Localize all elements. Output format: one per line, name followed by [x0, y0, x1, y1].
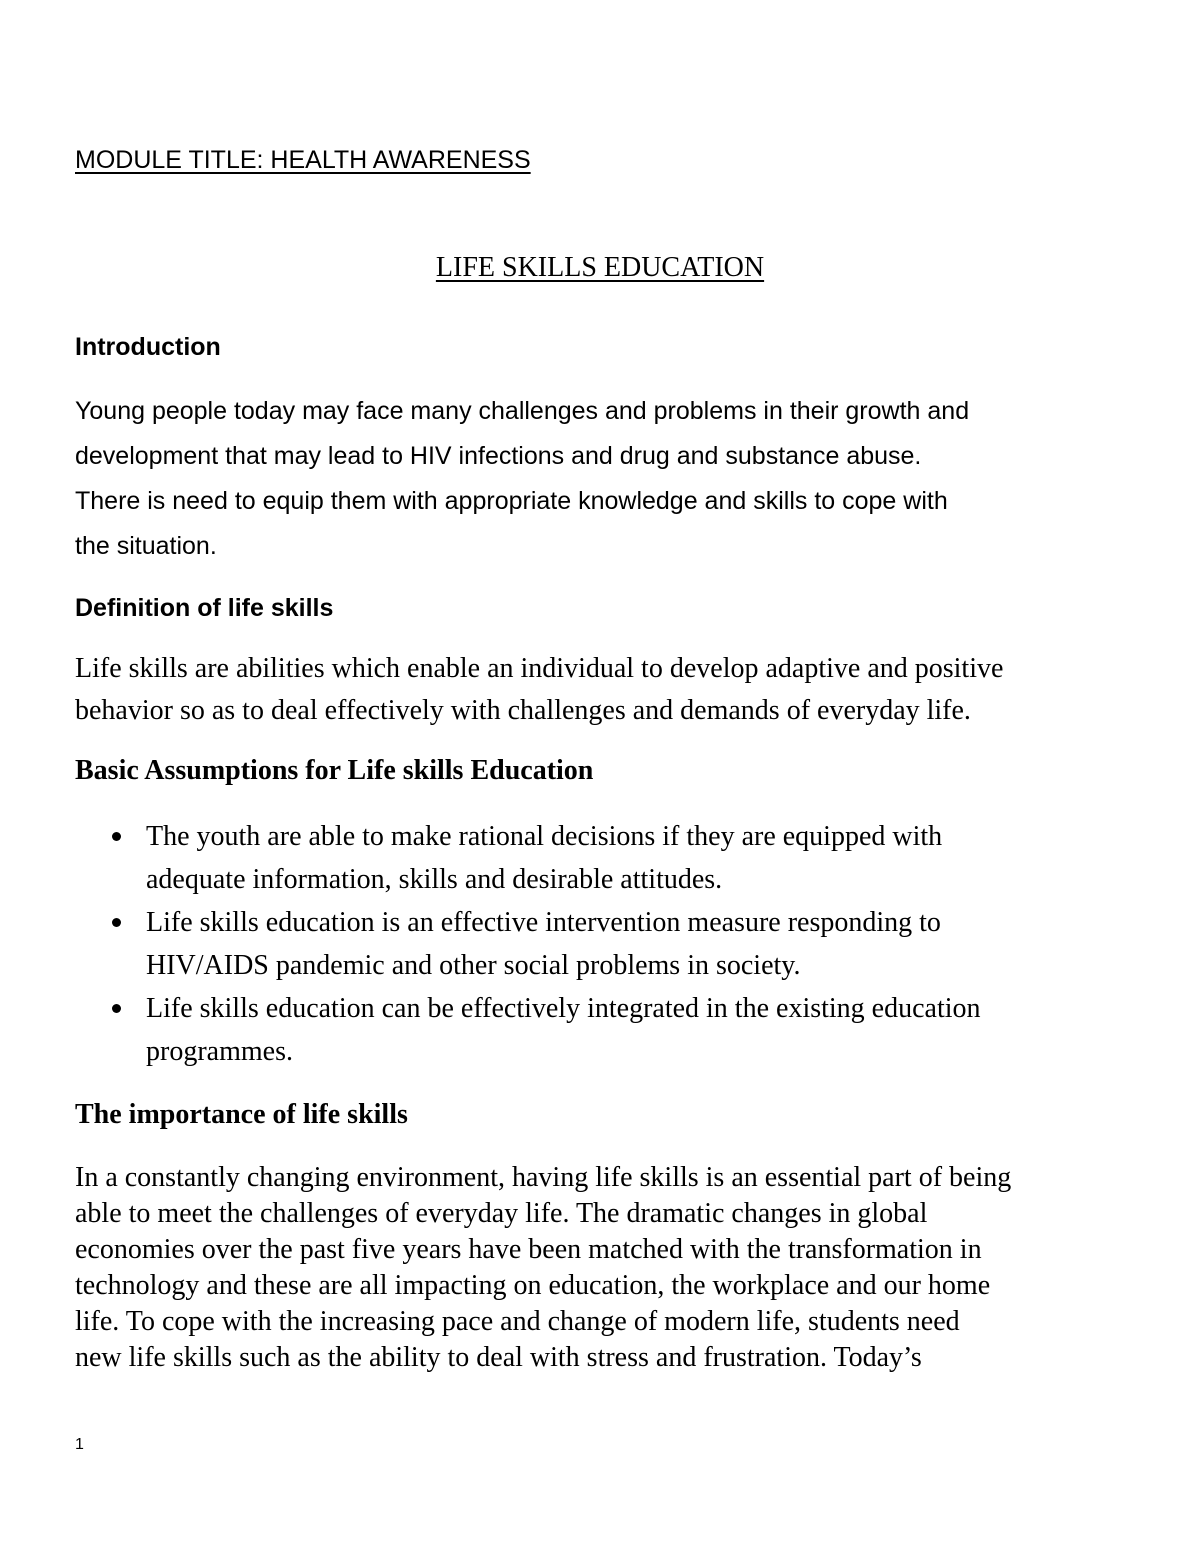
introduction-paragraph	[75, 389, 1135, 569]
paragraph-line: life. To cope with the increasing pace and change of modern life, students need	[75, 1306, 960, 1337]
paragraph-line: Young people today may face many challenges and problems in their growth and	[75, 397, 970, 425]
paragraph-line: behavior so as to deal effectively with challenges and demands of everyday life.	[75, 695, 971, 726]
paragraph-line: technology and these are all impacting on education, the workplace and our home	[75, 1270, 991, 1301]
bullet-icon	[112, 1004, 121, 1013]
importance-heading: The importance of life skills	[75, 1099, 408, 1130]
list-item-line: Life skills education is an effective intervention measure responding to	[146, 907, 941, 938]
definition-heading: Definition of life skills	[75, 594, 334, 622]
document-title: LIFE SKILLS EDUCATION	[435, 252, 765, 283]
paragraph-line: able to meet the challenges of everyday life. The dramatic changes in global	[75, 1198, 928, 1229]
importance-paragraph	[75, 1160, 1155, 1376]
module-title: MODULE TITLE: HEALTH AWARENESS	[75, 146, 531, 174]
page-number: 1	[75, 1436, 84, 1453]
list-item-line: adequate information, skills and desirable attitudes.	[146, 864, 723, 895]
list-item	[75, 987, 1155, 1073]
paragraph-line: economies over the past five years have been matched with the transformation in	[75, 1234, 982, 1265]
paragraph-line: new life skills such as the ability to deal with stress and frustration. Today’s	[75, 1342, 922, 1373]
bullet-icon	[112, 832, 121, 841]
introduction-heading: Introduction	[75, 333, 221, 361]
assumptions-list	[75, 815, 1155, 1073]
paragraph-line: There is need to equip them with appropriate knowledge and skills to cope with	[75, 487, 948, 515]
paragraph-line: the situation.	[75, 532, 217, 560]
list-item-line: HIV/AIDS pandemic and other social problems in society.	[146, 950, 801, 981]
list-item-line: programmes.	[146, 1036, 293, 1067]
paragraph-line: development that may lead to HIV infections and drug and substance abuse.	[75, 442, 922, 470]
list-item	[75, 901, 1155, 987]
list-item-line: Life skills education can be effectively integrated in the existing education	[146, 993, 981, 1024]
assumptions-heading: Basic Assumptions for Life skills Education	[75, 755, 594, 786]
definition-paragraph	[75, 648, 1155, 732]
list-item	[75, 815, 1155, 901]
bullet-icon	[112, 918, 121, 927]
list-item-line: The youth are able to make rational decisions if they are equipped with	[146, 821, 943, 852]
paragraph-line: Life skills are abilities which enable an individual to develop adaptive and positive	[75, 653, 1004, 684]
paragraph-line: In a constantly changing environment, having life skills is an essential part of being	[75, 1162, 1012, 1193]
